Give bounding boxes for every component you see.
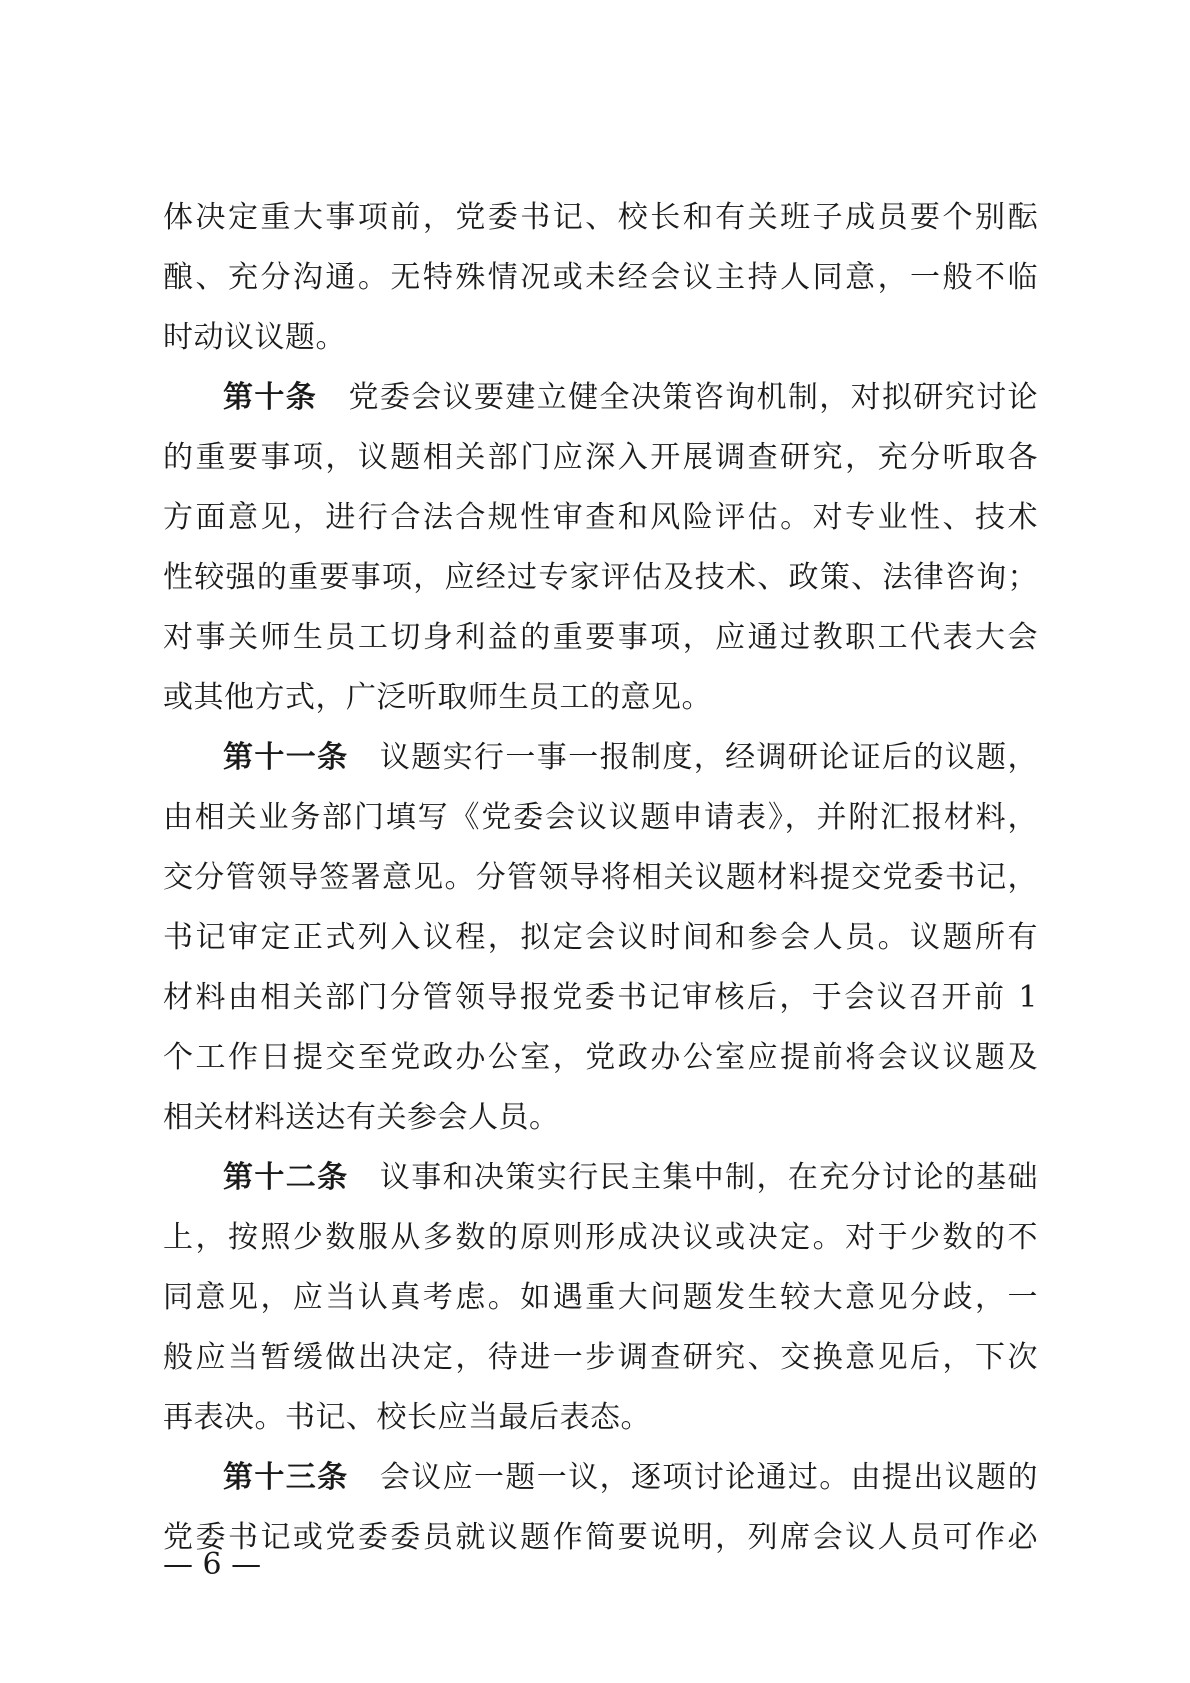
article-12-first-line xyxy=(163,1148,1038,1208)
article-10-first-line xyxy=(163,368,1038,428)
paragraph-line: 上，按照少数服从多数的原则形成决议或决定。对于少数的不 xyxy=(163,1220,1038,1255)
paragraph-line: 体决定重大事项前，党委书记、校长和有关班子成员要个别酝 xyxy=(163,200,1038,235)
paragraph-line: 书记审定正式列入议程，拟定会议时间和参会人员。议题所有 xyxy=(163,920,1038,955)
document-body xyxy=(163,188,1038,1568)
paragraph-line: 酿、充分沟通。无特殊情况或未经会议主持人同意，一般不临 xyxy=(163,260,1038,295)
article-13-first-line xyxy=(163,1448,1038,1508)
paragraph-line: 对事关师生员工切身利益的重要事项，应通过教职工代表大会 xyxy=(163,620,1038,655)
article-text: 议题实行一事一报制度，经调研论证后的议题， xyxy=(379,740,1039,775)
article-heading: 第十二条 xyxy=(223,1160,349,1195)
paragraph-line: 个工作日提交至党政办公室，党政办公室应提前将会议议题及 xyxy=(163,1040,1038,1075)
article-text: 议事和决策实行民主集中制，在充分讨论的基础 xyxy=(379,1160,1039,1195)
article-text: 会议应一题一议，逐项讨论通过。由提出议题的 xyxy=(379,1460,1039,1495)
paragraph-line: 党委书记或党委委员就议题作简要说明，列席会议人员可作必 xyxy=(163,1520,1038,1555)
article-heading: 第十条 xyxy=(223,380,318,415)
paragraph-line: 交分管领导签署意见。分管领导将相关议题材料提交党委书记， xyxy=(163,860,1038,895)
paragraph-line: 材料由相关部门分管领导报党委书记审核后，于会议召开前 1 xyxy=(163,980,1038,1015)
paragraph-line: 相关材料送达有关参会人员。 xyxy=(163,1100,560,1135)
paragraph-line: 般应当暂缓做出决定，待进一步调查研究、交换意见后，下次 xyxy=(163,1340,1038,1375)
paragraph-line: 由相关业务部门填写《党委会议议题申请表》，并附汇报材料， xyxy=(163,800,1038,835)
paragraph-line: 或其他方式，广泛听取师生员工的意见。 xyxy=(163,680,712,715)
article-heading: 第十三条 xyxy=(223,1460,349,1495)
article-heading: 第十一条 xyxy=(223,740,349,775)
paragraph-line: 的重要事项，议题相关部门应深入开展调查研究，充分听取各 xyxy=(163,440,1038,475)
paragraph-line: 性较强的重要事项，应经过专家评估及技术、政策、法律咨询； xyxy=(163,560,1038,595)
article-11-first-line xyxy=(163,728,1038,788)
paragraph-line: 时动议议题。 xyxy=(163,320,346,355)
article-text: 党委会议要建立健全决策咨询机制，对拟研究讨论 xyxy=(347,380,1038,415)
paragraph-line: 再表决。书记、校长应当最后表态。 xyxy=(163,1400,651,1435)
page-number: — 6 — xyxy=(163,1547,262,1582)
paragraph-line: 方面意见，进行合法合规性审查和风险评估。对专业性、技术 xyxy=(163,500,1038,535)
paragraph-line: 同意见，应当认真考虑。如遇重大问题发生较大意见分歧，一 xyxy=(163,1280,1038,1315)
